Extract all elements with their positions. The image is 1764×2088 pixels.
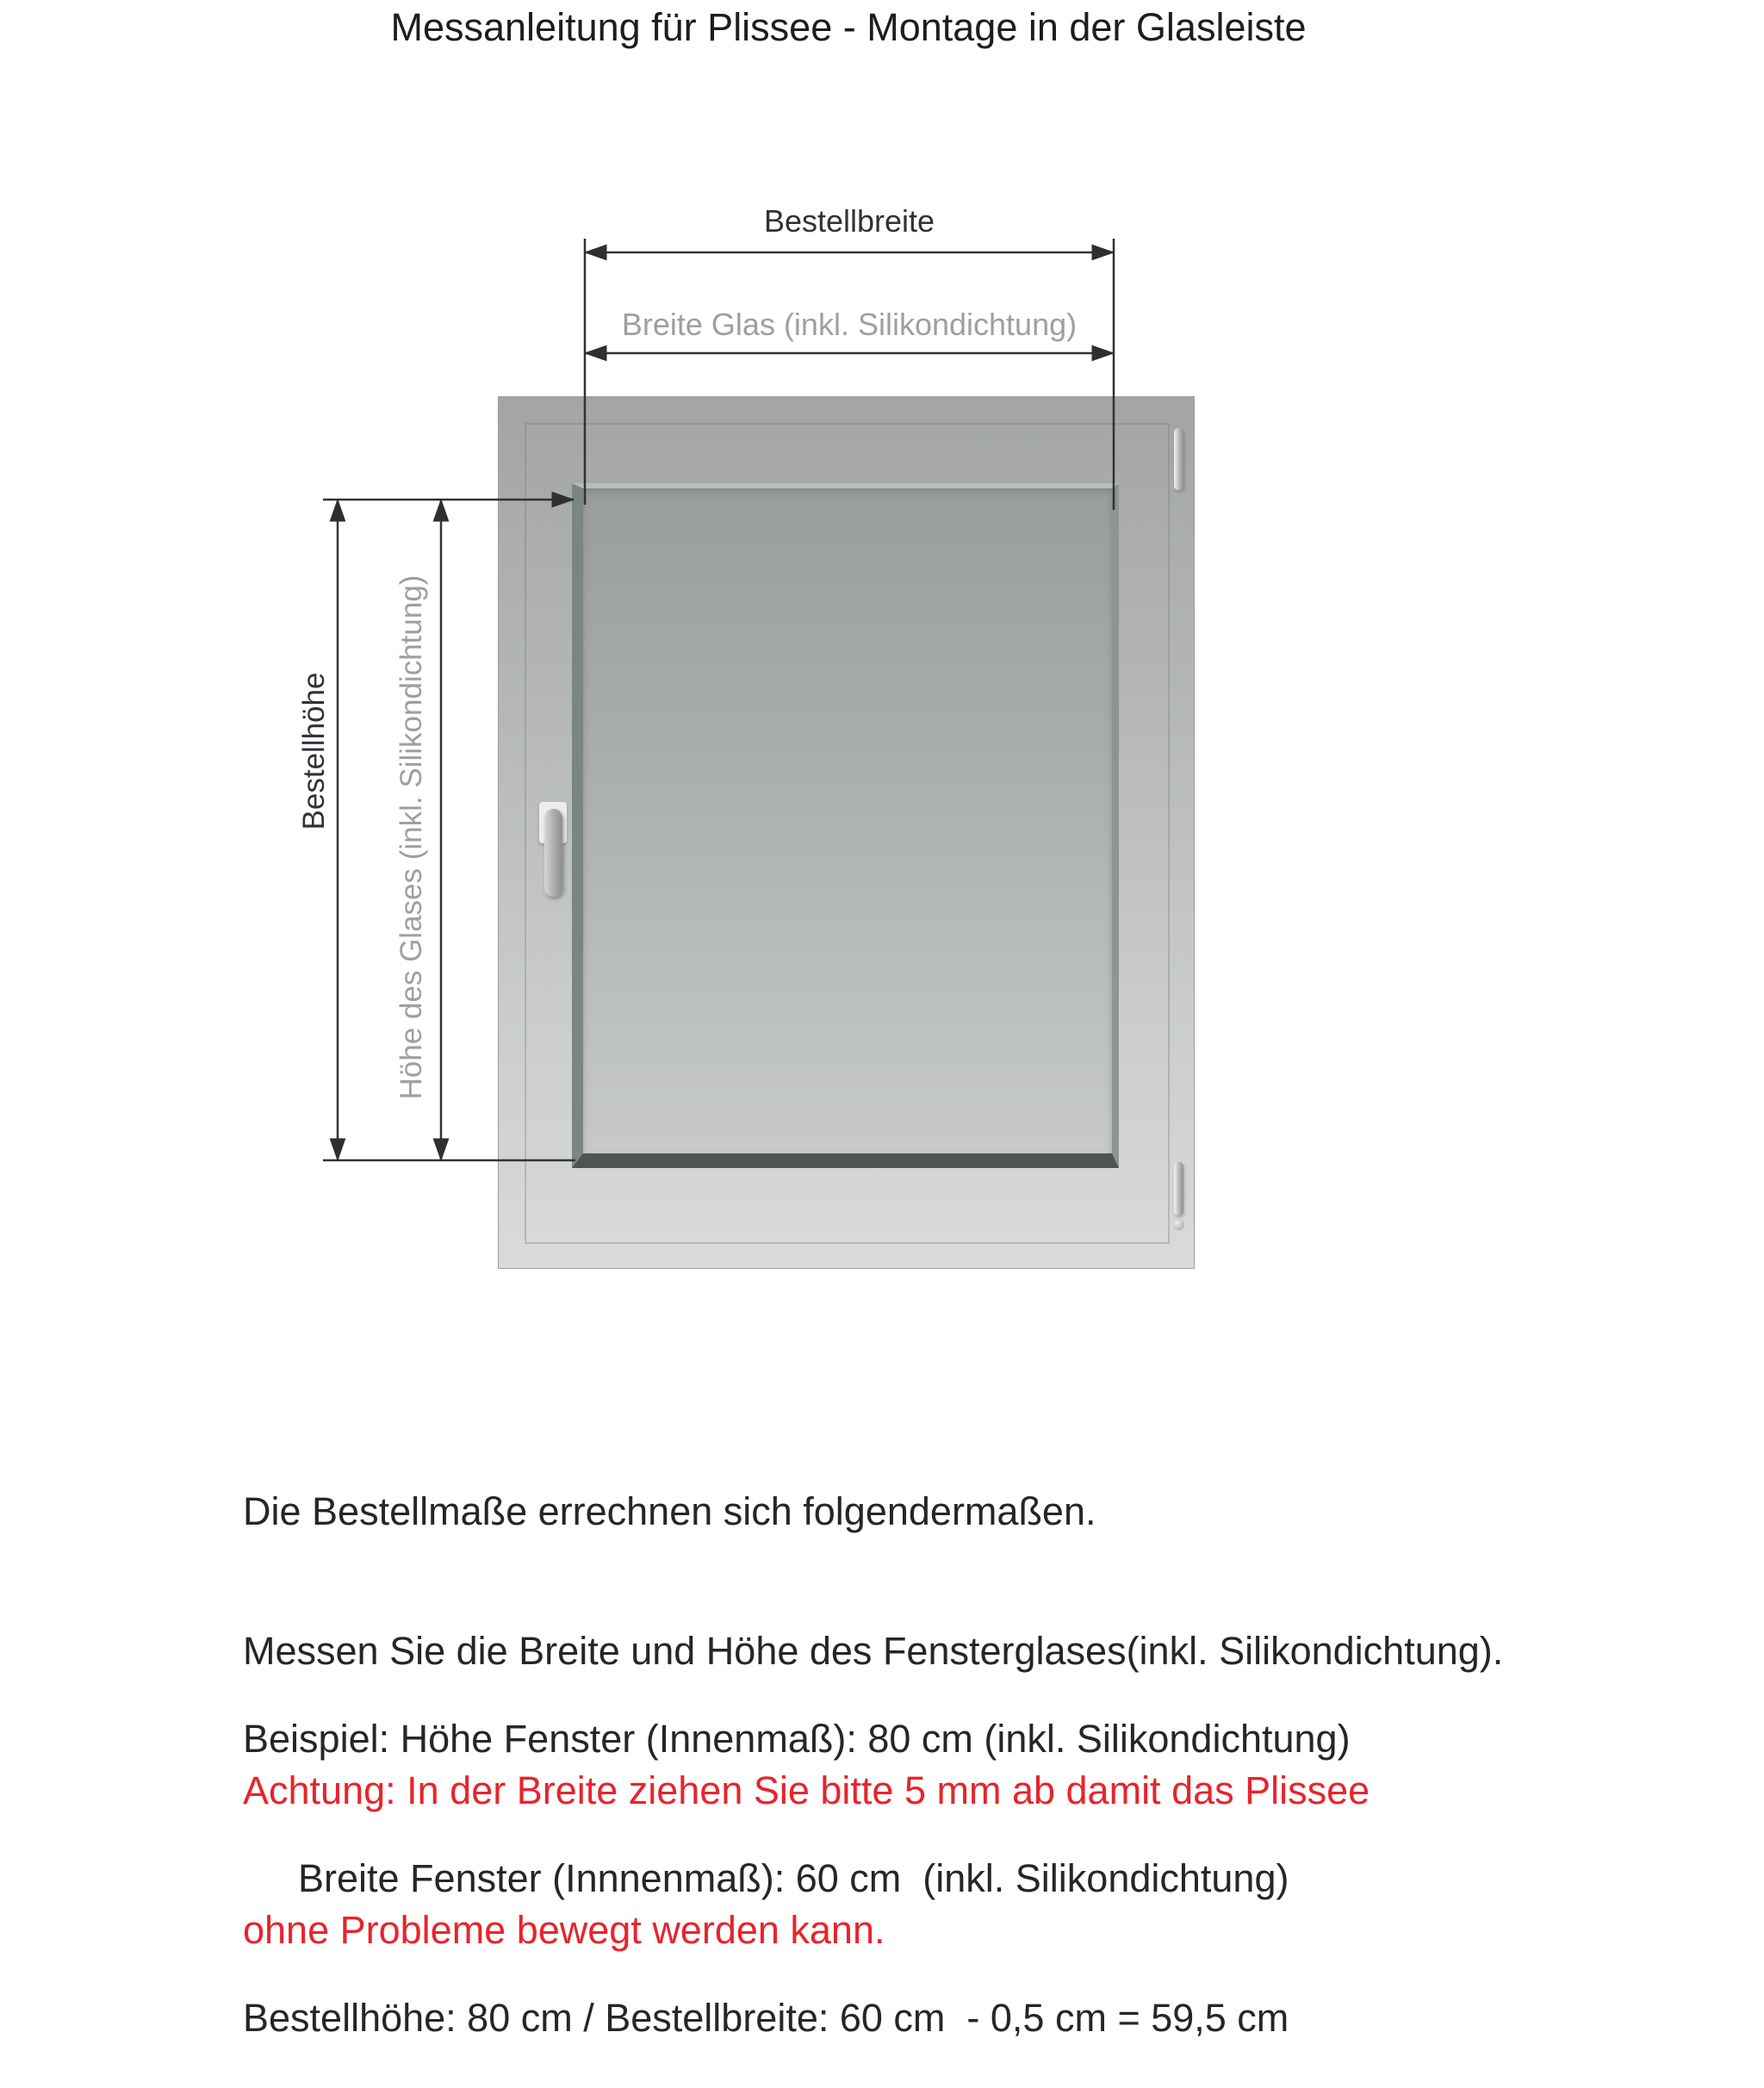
- glass-height-label: Höhe des Glases (inkl. Silikondichtung): [394, 575, 428, 1100]
- warning-line-2: ohne Probleme bewegt werden kann.: [243, 1908, 885, 1952]
- instructions-line-2: Messen Sie die Breite und Höhe des Fensterglases(inkl. Silikondichtung).: [243, 1629, 1504, 1673]
- window-glass-pane: [572, 483, 1119, 1168]
- instructions-line-1: Die Bestellmaße errechnen sich folgendermaßen.: [243, 1489, 1096, 1533]
- order-height-label: Bestellhöhe: [297, 672, 331, 830]
- example-line-2: Breite Fenster (Innnenmaß): 60 cm (inkl. Silikondichtung): [298, 1856, 1289, 1900]
- window-frame: [498, 396, 1195, 1269]
- glass-width-label: Breite Glas (inkl. Silikondichtung): [621, 307, 1078, 342]
- example-text: [243, 1623, 1351, 2088]
- example-line-1: Beispiel: Höhe Fenster (Innenmaß): 80 cm (inkl. Silikondichtung): [243, 1717, 1351, 1761]
- page-title: Messanleitung für Plissee - Montage in der Glasleiste: [390, 5, 1307, 49]
- window-hinge-bottom-icon: [1174, 1162, 1183, 1215]
- window-hinge-top-icon: [1174, 428, 1183, 490]
- window-handle-icon: [544, 809, 562, 897]
- example-line-3: Bestellhöhe: 80 cm / Bestellbreite: 60 cm - 0,5 cm = 59,5 cm: [243, 1996, 1289, 2040]
- warning-line-1: Achtung: In der Breite ziehen Sie bitte 5 mm ab damit das Plissee: [243, 1768, 1370, 1812]
- window-hinge-knob-icon: [1173, 1219, 1184, 1230]
- order-width-label: Bestellbreite: [763, 203, 935, 239]
